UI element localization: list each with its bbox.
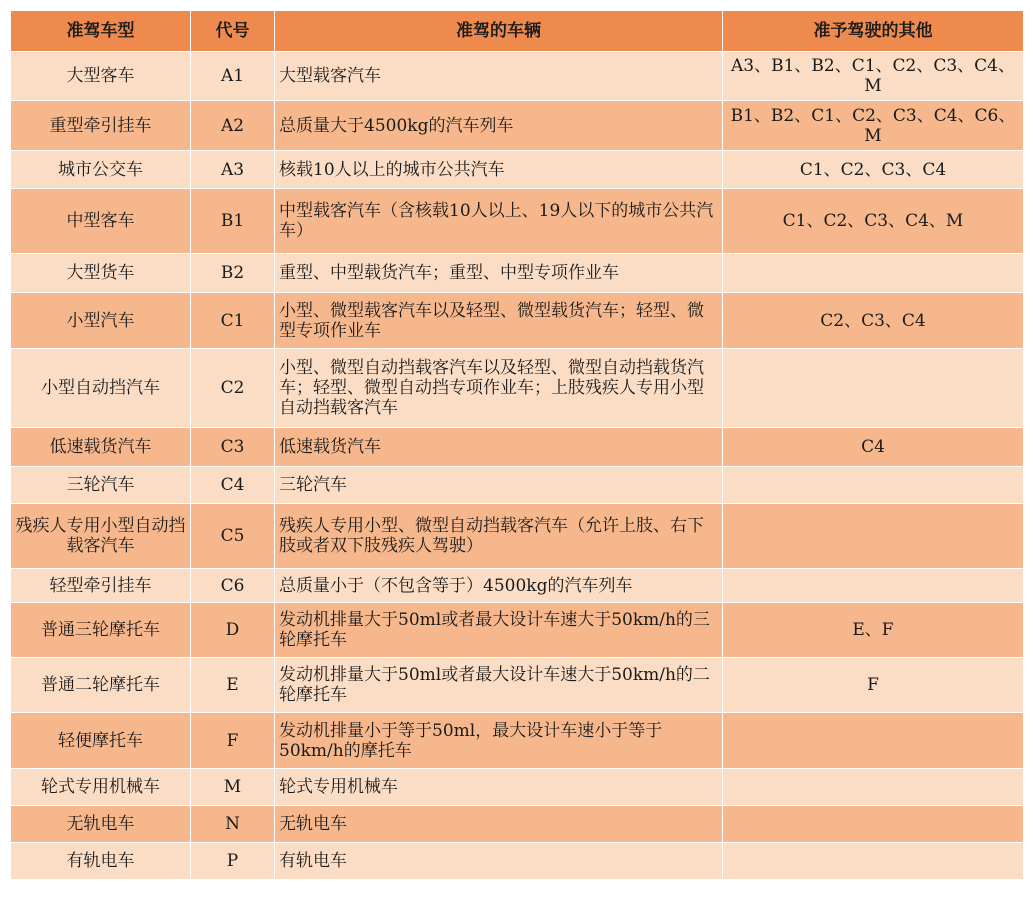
table-row: [11, 806, 1024, 843]
header-code: 代号: [191, 11, 275, 52]
cell-vehicles: 发动机排量大于50ml或者最大设计车速大于50km/h的三轮摩托车: [275, 603, 723, 658]
cell-vehicles: 总质量大于4500kg的汽车列车: [275, 101, 723, 151]
table-row: [11, 189, 1024, 254]
cell-others: [723, 504, 1024, 569]
table-header-row: [11, 11, 1024, 52]
cell-code: A1: [191, 52, 275, 101]
cell-vehicles: 小型、微型自动挡载客汽车以及轻型、微型自动挡载货汽车；轻型、微型自动挡专项作业车；上肢残疾人专用小型自动挡载客汽车: [275, 349, 723, 428]
cell-vehicles: 轮式专用机械车: [275, 769, 723, 806]
cell-code: E: [191, 658, 275, 713]
table-row: [11, 713, 1024, 769]
cell-type: 小型自动挡汽车: [11, 349, 191, 428]
cell-type: 有轨电车: [11, 843, 191, 880]
cell-type: 大型货车: [11, 254, 191, 293]
header-vehicles: 准驾的车辆: [275, 11, 723, 52]
cell-type: 轻型牵引挂车: [11, 569, 191, 603]
cell-others: [723, 806, 1024, 843]
cell-vehicles: 发动机排量小于等于50ml，最大设计车速小于等于50km/h的摩托车: [275, 713, 723, 769]
cell-code: N: [191, 806, 275, 843]
table-row: [11, 101, 1024, 151]
cell-others: [723, 713, 1024, 769]
cell-type: 轮式专用机械车: [11, 769, 191, 806]
cell-vehicles: 发动机排量大于50ml或者最大设计车速大于50km/h的二轮摩托车: [275, 658, 723, 713]
cell-code: B1: [191, 189, 275, 254]
cell-others: A3、B1、B2、C1、C2、C3、C4、M: [723, 52, 1024, 101]
cell-code: C6: [191, 569, 275, 603]
cell-others: E、F: [723, 603, 1024, 658]
cell-code: D: [191, 603, 275, 658]
cell-others: B1、B2、C1、C2、C3、C4、C6、M: [723, 101, 1024, 151]
cell-code: C4: [191, 467, 275, 504]
cell-code: C3: [191, 428, 275, 467]
cell-type: 三轮汽车: [11, 467, 191, 504]
cell-vehicles: 低速载货汽车: [275, 428, 723, 467]
cell-type: 普通三轮摩托车: [11, 603, 191, 658]
cell-code: P: [191, 843, 275, 880]
cell-code: C1: [191, 293, 275, 349]
cell-vehicles: 小型、微型载客汽车以及轻型、微型载货汽车；轻型、微型专项作业车: [275, 293, 723, 349]
cell-vehicles: 大型载客汽车: [275, 52, 723, 101]
table-row: [11, 349, 1024, 428]
table-row: [11, 52, 1024, 101]
cell-others: C1、C2、C3、C4、M: [723, 189, 1024, 254]
cell-type: 重型牵引挂车: [11, 101, 191, 151]
cell-vehicles: 总质量小于（不包含等于）4500kg的汽车列车: [275, 569, 723, 603]
license-class-table: [10, 10, 1024, 880]
cell-type: 残疾人专用小型自动挡载客汽车: [11, 504, 191, 569]
cell-type: 无轨电车: [11, 806, 191, 843]
table-row: [11, 504, 1024, 569]
cell-type: 低速载货汽车: [11, 428, 191, 467]
table-row: [11, 603, 1024, 658]
cell-vehicles: 无轨电车: [275, 806, 723, 843]
cell-others: C4: [723, 428, 1024, 467]
cell-others: C2、C3、C4: [723, 293, 1024, 349]
cell-vehicles: 中型载客汽车（含核载10人以上、19人以下的城市公共汽车）: [275, 189, 723, 254]
cell-code: C5: [191, 504, 275, 569]
cell-vehicles: 残疾人专用小型、微型自动挡载客汽车（允许上肢、右下肢或者双下肢残疾人驾驶）: [275, 504, 723, 569]
cell-code: A3: [191, 151, 275, 189]
table-row: [11, 769, 1024, 806]
cell-others: F: [723, 658, 1024, 713]
cell-code: F: [191, 713, 275, 769]
cell-others: C1、C2、C3、C4: [723, 151, 1024, 189]
table-row: [11, 467, 1024, 504]
table-row: [11, 151, 1024, 189]
cell-code: C2: [191, 349, 275, 428]
cell-others: [723, 349, 1024, 428]
table-row: [11, 658, 1024, 713]
cell-type: 轻便摩托车: [11, 713, 191, 769]
cell-others: [723, 769, 1024, 806]
cell-type: 大型客车: [11, 52, 191, 101]
cell-others: [723, 254, 1024, 293]
cell-others: [723, 843, 1024, 880]
table-row: [11, 843, 1024, 880]
table-row: [11, 569, 1024, 603]
cell-vehicles: 核载10人以上的城市公共汽车: [275, 151, 723, 189]
cell-type: 中型客车: [11, 189, 191, 254]
cell-code: M: [191, 769, 275, 806]
header-type: 准驾车型: [11, 11, 191, 52]
header-others: 准予驾驶的其他: [723, 11, 1024, 52]
cell-type: 城市公交车: [11, 151, 191, 189]
cell-vehicles: 重型、中型载货汽车；重型、中型专项作业车: [275, 254, 723, 293]
table-row: [11, 293, 1024, 349]
cell-vehicles: 三轮汽车: [275, 467, 723, 504]
table-row: [11, 254, 1024, 293]
cell-others: [723, 467, 1024, 504]
cell-type: 小型汽车: [11, 293, 191, 349]
cell-others: [723, 569, 1024, 603]
cell-code: A2: [191, 101, 275, 151]
table-row: [11, 428, 1024, 467]
cell-type: 普通二轮摩托车: [11, 658, 191, 713]
cell-code: B2: [191, 254, 275, 293]
cell-vehicles: 有轨电车: [275, 843, 723, 880]
